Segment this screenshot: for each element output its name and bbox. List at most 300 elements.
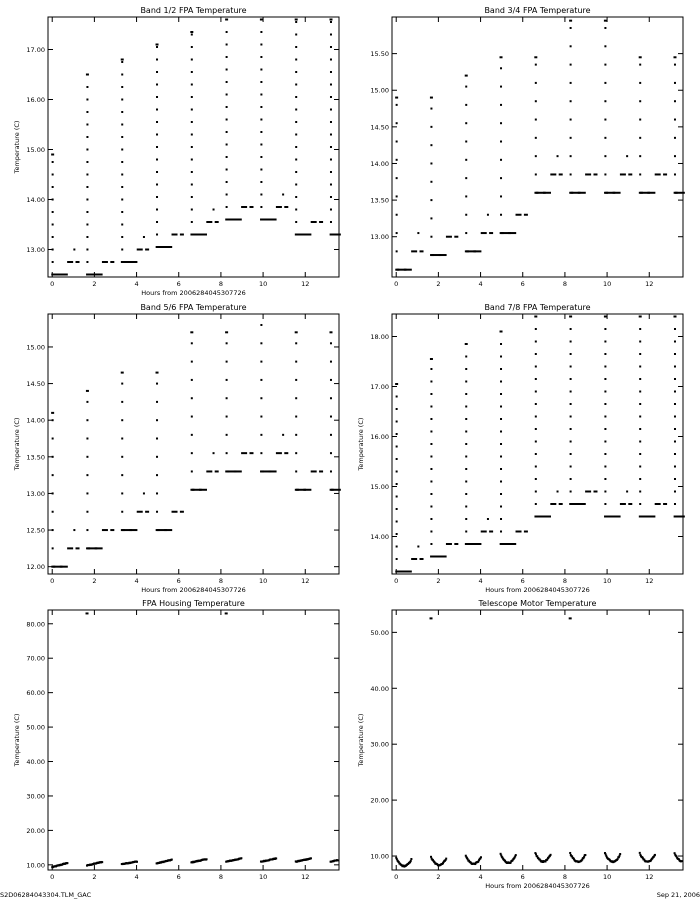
data-point [430,456,432,458]
data-point [260,31,262,33]
data-point [260,416,262,418]
data-point [674,378,676,380]
data-point [156,438,158,440]
data-point [295,331,298,333]
data-point [52,186,54,188]
data-point [500,481,502,483]
data-point [226,379,228,381]
data-point [249,452,253,454]
data-point [145,511,149,513]
data-point [86,149,88,151]
data-point [465,356,467,358]
data-point [569,316,572,318]
data-point [604,82,606,84]
data-point [330,59,332,61]
data-point [295,59,297,61]
data-point [535,353,537,355]
data-point [295,84,297,86]
data-point [191,171,193,173]
chart-title: Band 3/4 FPA Temperature [484,6,591,15]
y-tick-label: 14.00 [26,416,45,425]
data-point [260,94,262,96]
data-point [535,453,537,455]
data-point [295,34,297,36]
data-point [465,493,467,495]
x-tick-label: 2 [436,280,441,288]
data-point [319,470,323,472]
data-point [639,478,641,480]
data-point [396,433,398,435]
data-point [639,64,641,66]
data-point [180,234,184,236]
y-tick-label: 16.00 [26,96,45,104]
data-point [86,511,88,513]
data-point [156,511,158,513]
data-point [535,466,537,468]
x-axis-label: Hours from 2006284045307726 [485,586,590,594]
data-point [570,100,572,102]
data-point [190,31,193,33]
data-point [535,119,537,121]
y-tick-label: 15.00 [370,483,389,491]
data-point [396,141,398,143]
data-point [329,331,332,333]
data-point [191,416,193,418]
data-point [439,556,447,558]
data-point [260,452,262,454]
data-point [330,134,332,136]
x-tick-label: 8 [218,873,223,881]
data-point [570,82,572,84]
data-point [639,441,641,443]
data-point [655,173,661,175]
data-point [639,328,641,330]
data-point [604,119,606,121]
plot-frame [392,17,683,277]
data-point [500,86,502,88]
data-point [121,249,123,251]
data-point [620,173,626,175]
data-point [535,378,537,380]
y-tick-label: 50.00 [370,628,389,637]
data-point [121,99,123,101]
data-point [430,358,433,360]
data-point [156,456,158,458]
data-point [613,516,621,518]
data-point [226,144,228,146]
data-point [570,403,572,405]
data-point [500,104,502,106]
data-point [137,511,143,513]
data-point [500,418,502,420]
data-point [604,20,607,22]
data-point [500,431,502,433]
data-point [172,511,178,513]
data-point [639,316,642,318]
data-point [500,232,504,234]
data-point [226,44,228,46]
data-point [604,466,606,468]
data-point [295,171,297,173]
x-tick-label: 0 [50,873,55,881]
data-point [295,46,297,48]
data-point [465,418,467,420]
data-point [396,250,398,252]
data-point [156,529,160,531]
x-tick-label: 4 [478,873,483,881]
data-point [454,543,458,545]
data-point [86,456,88,458]
data-point [234,219,242,221]
data-point [121,456,123,458]
data-point [396,508,398,510]
data-point [86,111,88,113]
data-point [260,106,262,108]
data-point [164,529,172,531]
data-point [674,491,676,493]
data-point [330,379,332,381]
data-point [86,261,88,263]
data-point [102,529,108,531]
data-point [481,531,487,533]
data-point [260,219,264,221]
data-point [295,184,297,186]
data-point [121,529,125,531]
data-point [604,137,606,139]
y-tick-label: 14.00 [26,196,45,204]
data-point [420,250,424,252]
data-point [249,206,253,208]
data-point [674,478,676,480]
data-point [535,491,537,493]
data-point [655,503,661,505]
x-tick-label: 0 [50,280,55,288]
y-tick-label: 14.00 [370,159,389,168]
data-point [86,174,88,176]
data-point [260,324,262,326]
x-tick-label: 10 [258,577,268,585]
data-point [430,468,432,470]
data-point [226,206,228,208]
data-point [52,174,54,176]
data-point [86,529,88,531]
data-point [191,159,193,161]
data-point [143,236,145,238]
chart-panel-6 [357,599,683,890]
data-point [275,858,277,860]
data-point [225,219,229,221]
data-point [295,159,297,161]
data-point [284,206,288,208]
data-point [465,468,467,470]
data-point [180,511,184,513]
data-point [295,234,299,236]
data-point [570,173,572,175]
data-point [276,206,282,208]
x-tick-label: 0 [394,280,399,288]
data-point [191,434,193,436]
data-point [215,221,219,223]
data-point [213,452,215,454]
data-point [396,396,398,398]
x-tick-label: 6 [176,577,181,585]
y-tick-label: 30.00 [370,740,389,749]
x-tick-label: 0 [394,873,399,881]
data-point [674,441,676,443]
data-point [543,516,551,518]
data-point [121,59,124,61]
data-point [500,56,503,58]
data-point [674,428,676,430]
data-point [95,547,103,549]
x-tick-label: 4 [478,280,483,288]
data-point [330,434,332,436]
data-point [156,419,158,421]
data-point [191,452,193,454]
data-point [213,209,215,211]
data-point [593,173,597,175]
data-point [524,214,528,216]
data-point [260,81,262,83]
data-point [121,61,123,63]
data-point [330,109,332,111]
data-point [535,64,537,66]
data-point [570,391,572,393]
data-point [295,221,297,223]
data-point [171,859,173,861]
data-point [52,438,54,440]
data-point [604,100,606,102]
data-point [86,492,88,494]
x-tick-label: 6 [176,873,181,881]
data-point [86,274,90,276]
data-point [654,854,656,856]
data-point [570,353,572,355]
data-point [647,516,655,518]
x-tick-label: 4 [134,873,139,881]
data-point [500,141,502,143]
data-point [585,491,591,493]
data-point [557,491,559,493]
data-point [515,854,517,856]
data-point [465,250,469,252]
x-tick-label: 10 [258,873,268,881]
data-point [500,368,502,370]
plot-frame [48,610,339,870]
data-point [674,328,676,330]
y-tick-label: 13.00 [26,489,45,498]
data-point [121,111,123,113]
data-point [639,192,643,194]
data-point [52,224,54,226]
data-point [129,529,137,531]
data-point [330,171,332,173]
data-point [465,343,468,345]
data-point [473,250,481,252]
data-point [465,393,467,395]
data-point [396,421,398,423]
data-point [674,503,676,505]
data-point [500,443,502,445]
data-point [674,366,676,368]
data-point [241,206,247,208]
data-point [225,19,228,21]
x-tick-label: 6 [520,873,525,881]
data-point [500,518,502,520]
data-point [260,19,263,21]
data-point [330,196,332,198]
data-point [295,379,297,381]
data-point [535,173,537,175]
data-point [535,428,537,430]
data-point [639,378,641,380]
data-point [191,84,193,86]
data-point [465,141,467,143]
data-point [395,269,399,271]
data-point [639,155,641,157]
data-point [191,184,193,186]
data-point [86,474,88,476]
data-point [604,316,607,318]
data-point [86,86,88,88]
data-point [570,64,572,66]
chart-title: FPA Housing Temperature [142,599,245,608]
y-tick-label: 80.00 [26,620,45,629]
x-tick-label: 2 [436,873,441,881]
data-point [295,96,297,98]
data-point [86,99,88,101]
data-point [674,155,676,157]
data-point [639,353,641,355]
data-point [487,518,489,520]
data-point [639,416,641,418]
plot-frame [48,314,339,574]
data-point [535,328,537,330]
data-point [500,381,502,383]
data-point [524,531,528,533]
data-point [191,196,193,198]
data-point [121,211,123,213]
data-point [500,493,502,495]
y-tick-label: 50.00 [26,723,45,732]
data-points [395,20,685,271]
data-point [639,852,641,854]
y-tick-label: 10.00 [26,861,45,870]
y-tick-label: 15.50 [370,50,389,59]
data-point [156,146,158,148]
data-point [639,391,641,393]
data-point [445,858,447,860]
data-point [550,503,556,505]
data-point [191,397,193,399]
data-point [430,443,432,445]
data-point [639,56,642,58]
data-point [225,470,229,472]
data-point [559,503,563,505]
data-point [674,403,676,405]
data-point [500,343,502,345]
data-point [500,543,504,545]
data-point [465,75,468,77]
data-point [73,529,75,531]
data-point [295,121,297,123]
data-point [569,503,573,505]
data-point [52,261,54,263]
x-tick-label: 6 [176,280,181,288]
data-point [628,503,632,505]
data-point [86,419,88,421]
data-point [465,531,467,533]
data-point [121,236,123,238]
data-point [516,531,522,533]
data-point [295,489,299,491]
x-tick-label: 12 [645,280,654,288]
data-point [330,84,332,86]
data-point [191,71,193,73]
data-point [411,558,417,560]
data-point [500,406,502,408]
data-point [604,453,606,455]
data-point [215,470,219,472]
data-point [639,503,641,505]
data-point [226,94,228,96]
data-point [500,468,502,470]
data-point [500,177,502,179]
data-point [121,261,125,263]
data-point [86,438,88,440]
data-point [559,173,563,175]
y-tick-label: 40.00 [26,758,45,767]
data-point [430,531,432,533]
data-point [143,492,145,494]
data-point [674,516,678,518]
data-point [508,232,516,234]
data-point [674,341,676,343]
data-point [260,119,262,121]
data-point [191,146,193,148]
data-point [604,416,606,418]
data-point [330,96,332,98]
data-point [617,858,619,860]
data-point [604,366,606,368]
data-point [260,169,262,171]
data-point [570,155,572,157]
data-point [673,316,676,318]
data-point [52,492,54,494]
data-point [681,860,683,862]
data-points [51,324,341,568]
data-point [190,489,194,491]
data-point [226,81,228,83]
x-tick-label: 8 [562,577,567,585]
data-point [430,506,432,508]
x-axis-label: Hours from 2006284045307726 [141,289,246,297]
data-point [500,531,502,533]
data-point [225,612,228,614]
data-point [570,478,572,480]
data-point [604,491,606,493]
data-point [396,546,398,548]
data-point [570,466,572,468]
x-tick-label: 12 [301,280,310,288]
data-point [156,71,158,73]
data-point [395,97,398,99]
data-point [260,342,262,344]
y-tick-label: 40.00 [370,684,389,693]
data-point [295,109,297,111]
data-point [639,491,641,493]
chart-title: Band 7/8 FPA Temperature [484,303,591,312]
